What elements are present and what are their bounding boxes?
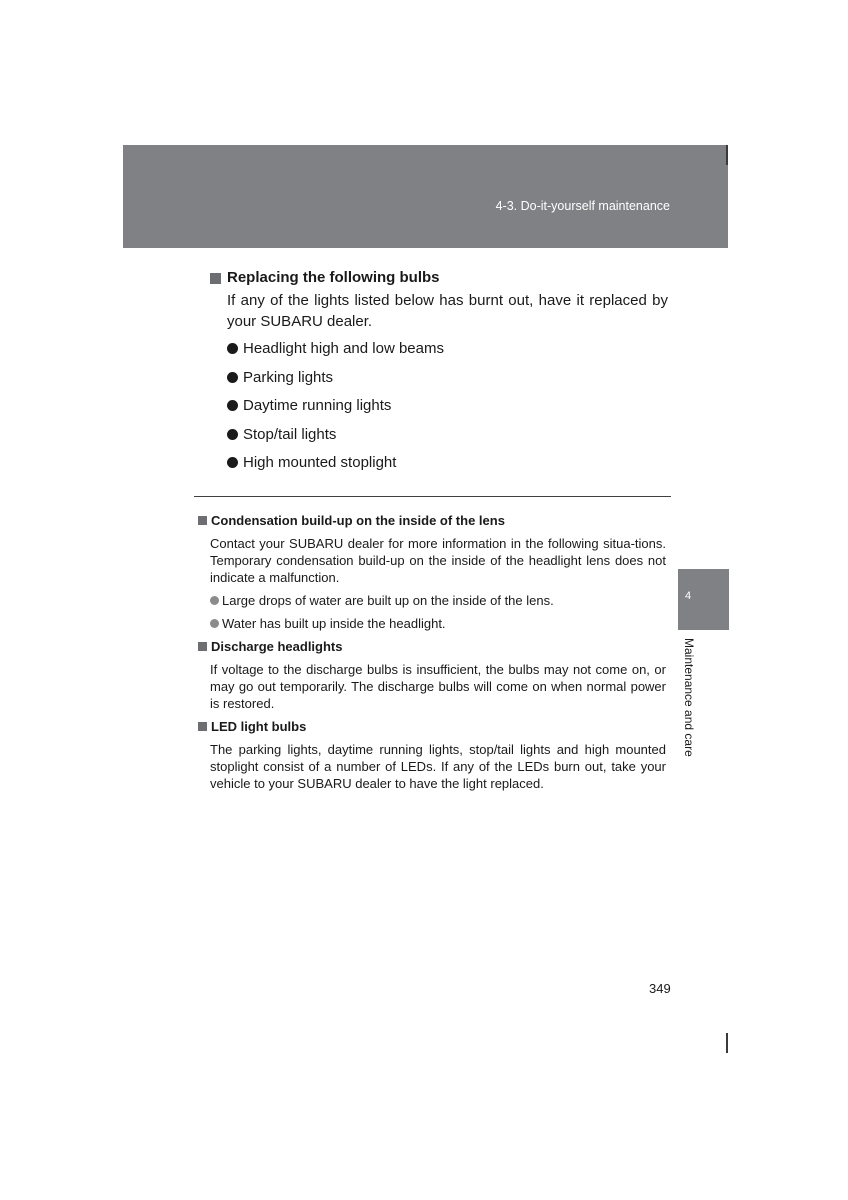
led-text: The parking lights, daytime running lights, stop/tail lights and high mounted stoplight consist of a number of LEDs. If any of the LEDs burn out, take your vehicle to your SUBARU dealer to have the light replaced. <box>210 742 666 791</box>
list-item: Water has built up inside the headlight. <box>210 615 666 632</box>
condensation-heading: Condensation build-up on the inside of the lens <box>198 512 666 529</box>
bullet-icon <box>210 619 219 628</box>
section-divider <box>194 496 671 497</box>
bullet-icon <box>227 400 238 411</box>
bulb-list <box>227 339 668 482</box>
bullet-icon <box>227 429 238 440</box>
list-item: Daytime running lights <box>227 396 668 425</box>
header-band <box>123 145 728 248</box>
replacing-intro: If any of the lights listed below has burnt out, have it replaced by your SUBARU dealer. <box>227 292 668 330</box>
notes-section <box>198 512 666 792</box>
square-bullet-icon <box>198 722 207 731</box>
replacing-heading <box>210 268 668 288</box>
bullet-icon <box>227 457 238 468</box>
crop-mark <box>726 1033 728 1053</box>
square-bullet-icon <box>198 642 207 651</box>
list-item: High mounted stoplight <box>227 453 668 482</box>
crop-mark <box>726 145 728 165</box>
list-item: Stop/tail lights <box>227 425 668 454</box>
bullet-icon <box>227 372 238 383</box>
chapter-title: Maintenance and care <box>682 638 696 757</box>
bullet-icon <box>210 596 219 605</box>
square-bullet-icon <box>210 273 221 284</box>
list-item: Large drops of water are built up on the inside of the lens. <box>210 592 666 609</box>
replacing-heading-text: Replacing the following bulbs <box>227 269 440 286</box>
discharge-heading: Discharge headlights <box>198 638 666 655</box>
replacing-bulbs-section <box>210 268 668 482</box>
list-item: Parking lights <box>227 368 668 397</box>
led-heading: LED light bulbs <box>198 718 666 735</box>
page-number: 349 <box>649 981 671 996</box>
discharge-text: If voltage to the discharge bulbs is insufficient, the bulbs may not come on, or may go out temporarily. The discharge bulbs will come on when normal power is restored. <box>210 662 666 711</box>
condensation-text: Contact your SUBARU dealer for more information in the following situa-tions. Temporary condensation build-up on the inside of the headlight lens does not indicate a malfunction. <box>210 536 666 585</box>
section-title: 4-3. Do-it-yourself maintenance <box>495 199 670 213</box>
bullet-icon <box>227 343 238 354</box>
square-bullet-icon <box>198 516 207 525</box>
chapter-number: 4 <box>685 590 692 602</box>
list-item: Headlight high and low beams <box>227 339 668 368</box>
